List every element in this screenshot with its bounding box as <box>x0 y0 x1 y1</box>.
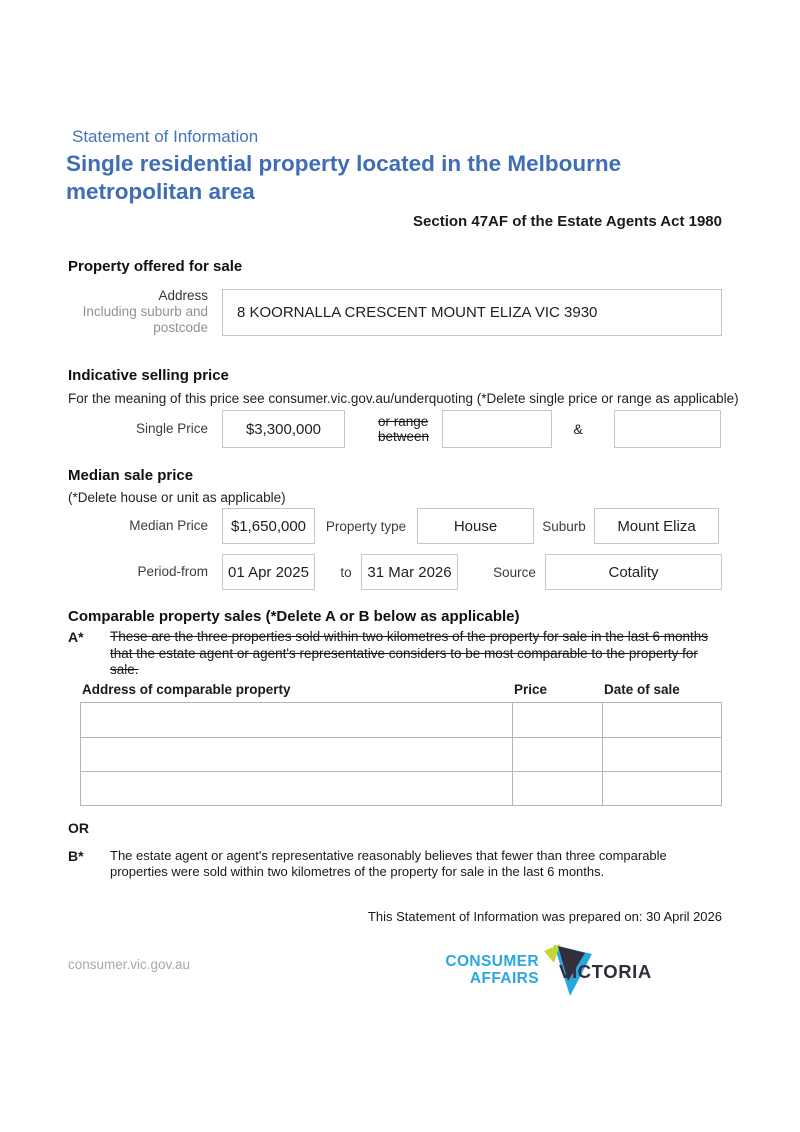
address-label: Address <box>158 288 208 303</box>
table-cell-date[interactable] <box>603 703 721 737</box>
table-cell-address[interactable] <box>81 703 513 737</box>
property-type-label: Property type <box>325 518 407 534</box>
prepared-on-line: This Statement of Information was prepared on: 30 April 2026 <box>367 908 722 924</box>
option-a-label: A* <box>68 629 84 645</box>
table-cell-date[interactable] <box>603 772 721 805</box>
range-from-field[interactable] <box>442 410 552 448</box>
logo-consumer-text: CONSUMER <box>445 953 539 970</box>
act-reference: Section 47AF of the Estate Agents Act 1980 <box>413 213 722 230</box>
indicative-price-note: For the meaning of this price see consumer.vic.gov.au/underquoting (*Delete single price or range as applicable) <box>68 391 739 406</box>
table-cell-address[interactable] <box>81 738 513 771</box>
median-price-row <box>68 508 722 544</box>
source-field[interactable]: Cotality <box>545 554 722 590</box>
property-type-field[interactable]: House <box>417 508 534 544</box>
heading-comparable-sales: Comparable property sales (*Delete A or B below as applicable) <box>68 608 520 625</box>
table-cell-date[interactable] <box>603 738 721 771</box>
address-label-block <box>68 288 208 336</box>
suburb-field[interactable]: Mount Eliza <box>594 508 719 544</box>
period-from-label: Period-from <box>137 564 208 579</box>
table-cell-price[interactable] <box>513 703 603 737</box>
table-row <box>81 771 721 805</box>
heading-indicative-price: Indicative selling price <box>68 367 229 384</box>
source-label: Source <box>493 564 536 580</box>
table-cell-price[interactable] <box>513 738 603 771</box>
period-from-field[interactable]: 01 Apr 2025 <box>222 554 315 590</box>
option-b-text: The estate agent or agent's representative reasonably believes that fewer than three comparable properties were sold within two kilometres of the property for sale in the last 6 months. <box>110 847 667 879</box>
median-price-note: (*Delete house or unit as applicable) <box>68 490 286 505</box>
table-row <box>81 737 721 771</box>
heading-property-offered: Property offered for sale <box>68 258 243 275</box>
table-cell-price[interactable] <box>513 772 603 805</box>
comparable-table-body <box>80 702 722 806</box>
logo-affairs-text: AFFAIRS <box>469 970 539 987</box>
suburb-label: Suburb <box>542 518 586 534</box>
ampersand-label: & <box>573 421 583 437</box>
single-price-row <box>68 410 722 448</box>
document-subtitle: Statement of Information <box>72 127 259 146</box>
page-footer <box>68 944 722 998</box>
median-price-field[interactable]: $1,650,000 <box>222 508 315 544</box>
footer-website-link: consumer.vic.gov.au <box>68 957 191 972</box>
period-to-field[interactable]: 31 Mar 2026 <box>361 554 458 590</box>
table-cell-address[interactable] <box>81 772 513 805</box>
option-b-label: B* <box>68 847 84 864</box>
heading-median-price: Median sale price <box>68 467 194 484</box>
median-price-label: Median Price <box>129 518 208 533</box>
comparable-table-header <box>80 682 722 699</box>
address-sublabel: Including suburb and postcode <box>82 304 208 335</box>
logo-victoria-text: VICTORIA <box>559 961 652 982</box>
or-range-label: or range between <box>378 414 430 444</box>
table-row <box>81 703 721 737</box>
to-label: to <box>340 564 352 580</box>
logo-mark <box>544 944 722 998</box>
or-label: OR <box>68 819 89 836</box>
median-period-row <box>68 554 722 590</box>
column-header-price: Price <box>514 681 548 697</box>
column-header-address: Address of comparable property <box>82 681 291 697</box>
logo-wordmark <box>445 953 539 987</box>
page-title: Single residential property located in the Melbourne metropolitan area <box>66 151 622 204</box>
consumer-affairs-victoria-logo <box>445 944 722 998</box>
single-price-label: Single Price <box>135 421 208 436</box>
comparable-sales-table <box>80 682 722 806</box>
option-a-text: These are the three properties sold within two kilometres of the property for sale in the last 6 months that the estate agent or agent's representative considers to be most comparable to the property for sale. <box>110 629 709 677</box>
range-to-field[interactable] <box>614 410 721 448</box>
address-row <box>68 288 722 336</box>
option-a-paragraph <box>68 629 722 679</box>
single-price-field[interactable]: $3,300,000 <box>222 410 345 448</box>
address-field[interactable]: 8 KOORNALLA CRESCENT MOUNT ELIZA VIC 3930 <box>222 289 722 336</box>
column-header-date: Date of sale <box>604 681 680 697</box>
option-b-paragraph <box>68 848 722 880</box>
